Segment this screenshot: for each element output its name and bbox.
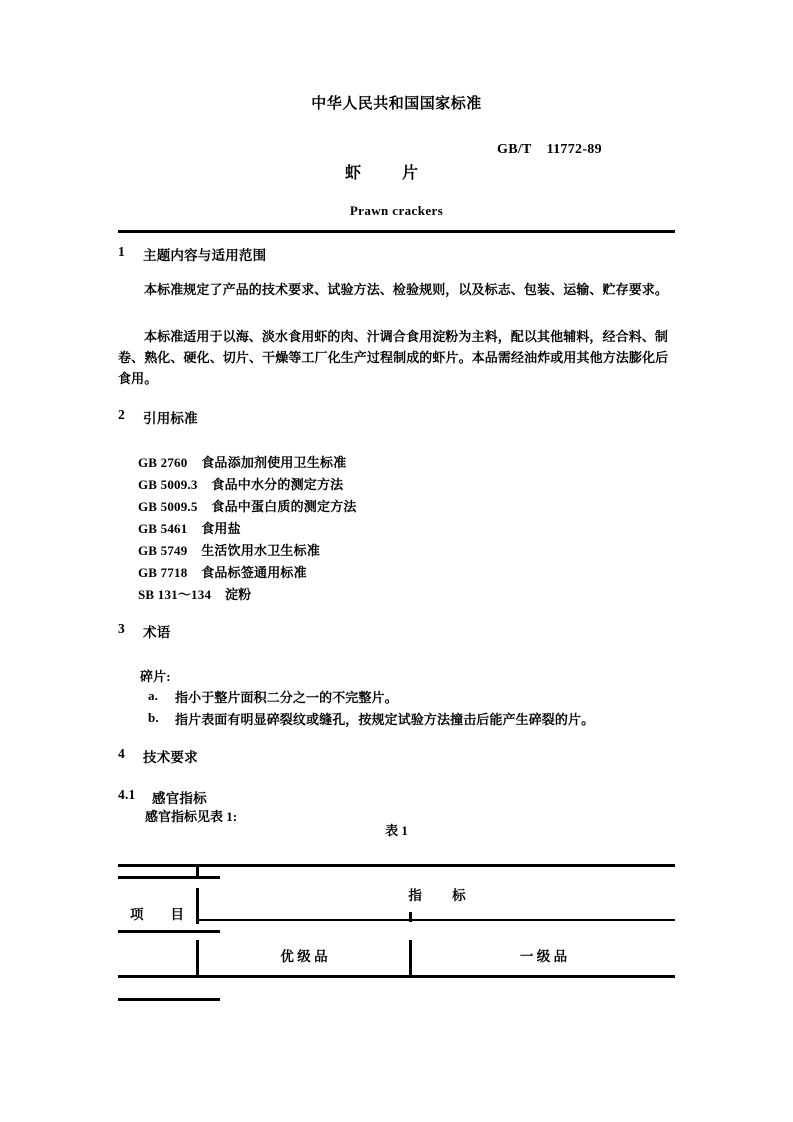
term-item-a-marker: a. — [148, 688, 158, 703]
table-1-caption: 表 1 — [385, 823, 408, 838]
section-1-paragraph-1: 本标准规定了产品的技术要求、试验方法、检验规则，以及标志、包装、运输、贮存要求。 — [144, 282, 669, 297]
standard-chinese-title: 虾 片 — [345, 165, 420, 182]
section-3-number: 3 — [118, 621, 125, 636]
term-item-b-text: 指片表面有明显碎裂纹或缝孔，按规定试验方法撞击后能产生碎裂的片。 — [175, 712, 595, 727]
section-4-1-number: 4.1 — [118, 787, 136, 802]
section-2-title: 引用标准 — [143, 411, 198, 426]
section-4-number: 4 — [118, 746, 125, 761]
table-bottom-rule — [118, 975, 675, 978]
reference-item: GB 5749 生活饮用水卫生标准 — [138, 543, 321, 558]
section-4-1-title: 感官指标 — [152, 791, 207, 806]
reference-item: GB 5009.5 食品中蛋白质的测定方法 — [138, 499, 357, 514]
term-item-a-text: 指小于整片面积二分之一的不完整片。 — [175, 690, 398, 705]
standard-english-title: Prawn crackers — [349, 203, 444, 218]
table-left-stub-rule-1 — [118, 876, 220, 879]
reference-item: GB 7718 食品标签通用标准 — [138, 565, 307, 580]
table-col-divider-1-top — [196, 864, 199, 878]
header-divider-rule — [118, 230, 675, 233]
table-col-divider-2-top — [409, 912, 412, 922]
table-left-stub-rule-2 — [118, 930, 220, 933]
table-header-indicator: 指 标 — [408, 888, 466, 903]
table-header-item: 项 目 — [130, 907, 184, 922]
section-1-title: 主题内容与适用范围 — [143, 248, 267, 263]
section-1-paragraph-2: 本标准适用于以海、淡水食用虾的肉、汁调合食用淀粉为主料，配以其他辅料，经合料、制卷、熟化、硬化、切片、干燥等工厂化生产过程制成的虾片。本品需经油炸或用其他方法膨化后食用。 — [118, 329, 669, 386]
reference-item: GB 2760 食品添加剂使用卫生标准 — [138, 455, 347, 470]
section-2-number: 2 — [118, 407, 125, 422]
section-4-1-note: 感官指标见表 1: — [145, 809, 238, 824]
reference-item: GB 5009.3 食品中水分的测定方法 — [138, 477, 344, 492]
section-1-number: 1 — [118, 244, 125, 259]
term-item-b-marker: b. — [148, 710, 159, 725]
table-indicator-group-rule — [197, 919, 675, 921]
reference-item: GB 5461 食用盐 — [138, 521, 241, 536]
document-title: 中华人民共和国国家标准 — [311, 96, 482, 112]
table-header-grade-first: 一 级 品 — [519, 949, 568, 964]
table-header-grade-premium: 优 级 品 — [280, 949, 328, 964]
standard-number: GB/T 11772-89 — [497, 142, 602, 157]
table-top-rule — [118, 864, 675, 867]
term-label: 碎片: — [140, 669, 171, 684]
section-3-title: 术语 — [143, 625, 171, 640]
table-left-stub-rule-3 — [118, 998, 220, 1001]
section-4-title: 技术要求 — [143, 750, 198, 765]
reference-item: SB 131～134 淀粉 — [138, 587, 252, 602]
